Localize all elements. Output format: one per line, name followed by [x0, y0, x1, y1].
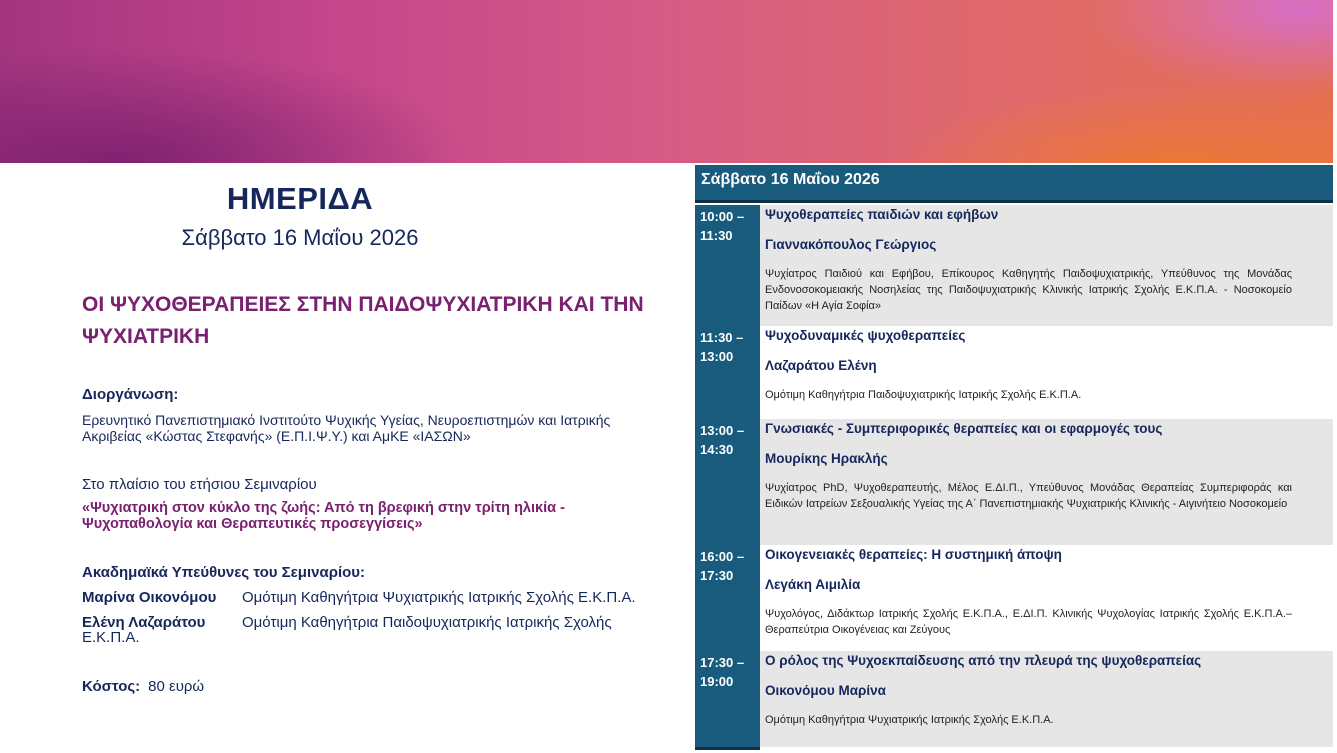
schedule-row	[695, 651, 1333, 747]
session-topic: Οικογενειακές θεραπείες: Η συστημική άποψη	[765, 547, 1062, 562]
cost-label: Κόστος:	[82, 678, 141, 695]
session-topic: Γνωσιακές - Συμπεριφορικές θεραπείες και οι εφαρμογές τους	[765, 421, 1163, 436]
session-description: Ψυχολόγος, Διδάκτωρ Ιατρικής Σχολής Ε.Κ.Π.Α., Ε.ΔΙ.Π. Κλινικής Ψυχολογίας Ιατρικής Σχολής Ε.Κ.Π.Α.– Θεραπεύτρια Οικογένειας και Ζεύγους	[765, 608, 1292, 636]
academic-leads-label: Ακαδημαϊκά Υπεύθυνες του Σεμιναρίου:	[82, 564, 366, 581]
session-time: 13:00 – 14:30	[700, 423, 745, 457]
page-title: ΗΜΕΡΙΔΑ	[226, 181, 374, 216]
seminar-label: Στο πλαίσιο του ετήσιου Σεμιναρίου	[82, 476, 317, 493]
event-title: ΟΙ ΨΥΧΟΘΕΡΑΠΕΙΕΣ ΣΤΗΝ ΠΑΙΔΟΨΥΧΙΑΤΡΙΚΗ ΚΑΙ ΤΗΝ ΨΥΧΙΑΤΡΙΚΗ	[82, 293, 644, 348]
session-speaker: Γιαννακόπουλος Γεώργιος	[765, 237, 937, 252]
session-speaker: Οικονόμου Μαρίνα	[765, 683, 886, 698]
schedule-row	[695, 326, 1333, 419]
academic-lead-row	[82, 590, 682, 606]
session-body	[760, 651, 1333, 747]
cost-value: 80 ευρώ	[148, 678, 205, 695]
session-description: Ομότιμη Καθηγήτρια Ψυχιατρικής Ιατρικής Σχολής Ε.Κ.Π.Α.	[765, 714, 1054, 726]
session-time: 11:30 – 13:00	[700, 330, 744, 364]
session-topic: Ψυχοδυναμικές ψυχοθεραπείες	[765, 328, 966, 343]
session-topic: Ψυχοθεραπείες παιδιών και εφήβων	[765, 207, 999, 222]
cost-line	[82, 678, 204, 695]
session-speaker: Λεγάκη Αιμιλία	[765, 577, 861, 592]
schedule-row	[695, 419, 1333, 545]
session-time: 10:00 – 11:30	[700, 209, 745, 243]
session-body	[760, 205, 1333, 326]
session-body	[760, 419, 1333, 545]
session-speaker: Λαζαράτου Ελένη	[765, 358, 877, 373]
session-description: Ψυχίατρος Παιδιού και Εφήβου, Επίκουρος Καθηγητής Παιδοψυχιατρικής, Υπεύθυνος της Μονάδας Ενδονοσοκομειακής Νοσηλείας της Παιδοψυχιατρικής Κλινικής Ιατρικής Σχολής Ε.Κ.Π.Α. - Νοσοκομείο Παίδων «Η Αγία Σοφία»	[765, 268, 1292, 312]
session-body	[760, 545, 1333, 651]
session-description: Ψυχίατρος PhD, Ψυχοθεραπευτής, Μέλος Ε.ΔΙ.Π., Υπεύθυνος Μονάδας Θεραπείας Συμπεριφοράς και Ειδικών Ιατρείων Σεξουαλικής Υγείας της Α΄ Πανεπιστημιακής Ψυχιατρικής Κλινικής - Αιγινήτειο Νοσοκομείο	[765, 482, 1292, 510]
academic-lead-role: Ομότιμη Καθηγήτρια Ψυχιατρικής Ιατρικής Σχολής Ε.Κ.Π.Α.	[242, 589, 636, 606]
academic-lead-name: Μαρίνα Οικονόμου	[82, 589, 217, 606]
schedule-row	[695, 545, 1333, 651]
session-time: 17:30 – 19:00	[700, 655, 745, 689]
page-edge	[1333, 0, 1337, 753]
header-banner	[0, 0, 1333, 163]
organizer-label: Διοργάνωση:	[82, 386, 179, 403]
seminar-title: «Ψυχιατρική στον κύκλο της ζωής: Από τη βρεφική στην τρίτη ηλικία - Ψυχοπαθολογία και Θεραπευτικές προσεγγίσεις»	[82, 500, 565, 532]
session-topic: Ο ρόλος της Ψυχοεκπαίδευσης από την πλευρά της ψυχοθεραπείας	[765, 653, 1202, 668]
session-speaker: Μουρίκης Ηρακλής	[765, 451, 888, 466]
academic-lead-name: Ελένη Λαζαράτου	[82, 614, 206, 631]
session-description: Ομότιμη Καθηγήτρια Παιδοψυχιατρικής Ιατρικής Σχολής Ε.Κ.Π.Α.	[765, 389, 1082, 401]
session-body	[760, 326, 1333, 419]
event-date: Σάββατο 16 Μαΐου 2026	[181, 225, 419, 250]
schedule-header: Σάββατο 16 Μαΐου 2026	[695, 165, 1333, 203]
academic-lead-row	[82, 615, 682, 631]
session-time: 16:00 – 17:30	[700, 549, 745, 583]
academic-lead-role-continued: Ε.Κ.Π.Α.	[82, 629, 140, 646]
schedule-row	[695, 205, 1333, 326]
schedule-table	[695, 165, 1333, 750]
organizer-text: Ερευνητικό Πανεπιστημιακό Ινστιτούτο Ψυχικής Υγείας, Νευροεπιστημών και Ιατρικής Ακριβείας «Κώστας Στεφανής» (Ε.Π.Ι.Ψ.Υ.) και ΑμΚΕ «ΙΑΣΩΝ»	[82, 412, 611, 444]
academic-lead-role: Ομότιμη Καθηγήτρια Παιδοψυχιατρικής Ιατρικής Σχολής	[242, 614, 612, 631]
